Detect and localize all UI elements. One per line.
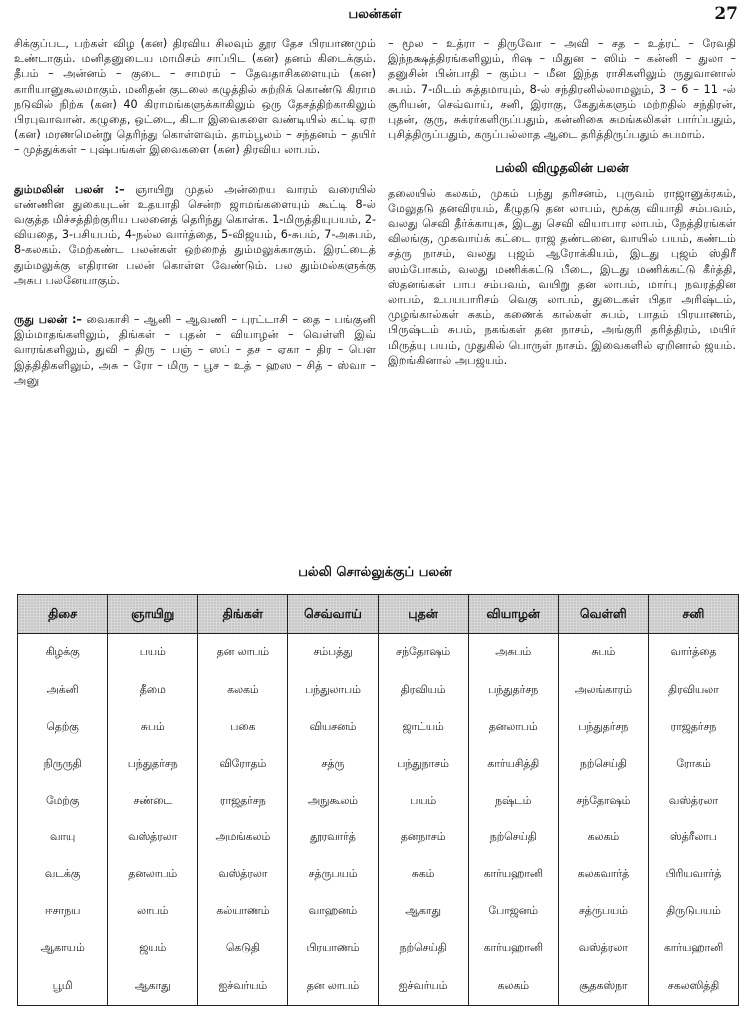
table-cell: அநுகூலம் <box>288 783 378 820</box>
table-cell: ஜாட்யம் <box>378 709 468 746</box>
table-cell: வார்த்தை <box>648 634 738 672</box>
table-row <box>18 672 739 709</box>
table-cell: பந்துநாசம் <box>378 746 468 783</box>
table-cell: சத்ருபயம் <box>288 856 378 893</box>
table-cell: ஜயம் <box>108 930 198 967</box>
table-row <box>18 746 739 783</box>
table-cell: வஸ்த்ரலா <box>108 819 198 856</box>
table-cell: தனலாபம் <box>108 856 198 893</box>
table-header-cell: திசை <box>18 595 108 634</box>
table-cell: ராஜதர்சந <box>648 709 738 746</box>
table-cell: பகை <box>198 709 288 746</box>
table-cell: தனநாசம் <box>378 819 468 856</box>
table-cell: வஸ்த்ரலா <box>648 783 738 820</box>
table-cell: திருடுபயம் <box>648 893 738 930</box>
page-header <box>0 3 750 29</box>
table-cell: கலகம் <box>558 819 648 856</box>
table-cell: பந்துதர்சந <box>558 709 648 746</box>
table-cell: கெடுதி <box>198 930 288 967</box>
table-cell: தன லாபம் <box>288 967 378 1005</box>
table-cell: பூமி <box>18 967 108 1005</box>
table-cell: நற்செய்தி <box>468 819 558 856</box>
table-row <box>18 856 739 893</box>
table-cell: சூதகஸ்நா <box>558 967 648 1005</box>
sneeze-text: ஞாயிறு முதல் அன்றைய வாரம் வரையில் எண்ணின துகையுடன் உதயாதி சென்ற ஜாமங்களையும் கூட்டி 8-ல் வகுத்த மிச்சத்திற்குரிய பலனைத் தெரிந்து கொள்க. 1-மிருத்தியுபயம், 2-வியதை, 3-பசியபம், 4-நல்ல வார்த்தை, 5-விஜயம், 6-சுபம், 7-அசுபம், 8-கலகம். மேற்கண்ட பலன்கள் ஒற்றைத் தும்மலுக்காகும். இரட்டைத் தும்மலுக்கு எதிரான பலன் கொள்ள வேண்டும். பல தும்மல்களுக்கு அசுப பலனேயாகும். <box>14 182 376 287</box>
table-cell: நற்செய்தி <box>378 930 468 967</box>
table-cell: வாஹனம் <box>288 893 378 930</box>
table-row <box>18 967 739 1005</box>
table-cell: நிருருதி <box>18 746 108 783</box>
table-header-cell: வியாழன் <box>468 595 558 634</box>
table-cell: சந்தோஷம் <box>378 634 468 672</box>
puberty-heading: ருது பலன் :– <box>14 313 83 327</box>
table-cell: கலகவார்த் <box>558 856 648 893</box>
table-cell: கார்யஹானி <box>468 856 558 893</box>
right-column <box>388 36 736 368</box>
table-cell: தெற்கு <box>18 709 108 746</box>
table-cell: பந்துலாபம் <box>288 672 378 709</box>
table-row <box>18 819 739 856</box>
table-header-cell: திங்கள் <box>198 595 288 634</box>
table-cell: சந்தோஷம் <box>558 783 648 820</box>
table-cell: ரோகம் <box>648 746 738 783</box>
table-cell: சுபம் <box>558 634 648 672</box>
table-cell: பயம் <box>378 783 468 820</box>
table-cell: சண்டை <box>108 783 198 820</box>
table-title: பல்லி சொல்லுக்குப் பலன் <box>298 565 452 580</box>
table-cell: கலகம் <box>198 672 288 709</box>
table-row <box>18 634 739 672</box>
page-number: 27 <box>714 4 738 24</box>
table-row <box>18 709 739 746</box>
table-cell: அக்னி <box>18 672 108 709</box>
table-cell: கலகம் <box>468 967 558 1005</box>
table-cell: போஜனம் <box>468 893 558 930</box>
right-paragraph-1: – மூல – உத்ரா – திருவோ – அவி – சத – உத்ரட் – ரேவதி இந்நக்ஷத்திரங்களிலும், ரிஷ – மிதுன – ஸிம் – கன்னி – துலா – தனுசின் பின்பாதி – கும்ப – மீன இந்த ராசிகளிலும் ருதுவானால் சுபம். 7-மிடம் சுத்தமாயும், 8-ல் சந்திரனில்லாமலும், 3 – 6 – 11 -ல் சூரியன், செவ்வாய், சனி, இராகு, கேதுக்களும் மற்றதில் சந்திரன், புதன், குரு, சுக்ரர்களிருப்பதும், கன்னிகை சுமங்கலிகள் பார்ப்பதும், புசித்திருப்பதும், கருப்பல்லாத ஆடை தரித்திருப்பதும் சுபமாம். <box>388 37 736 142</box>
table-cell: நஷ்டம் <box>468 783 558 820</box>
table-cell: சம்பத்து <box>288 634 378 672</box>
table-cell: தூரவார்த் <box>288 819 378 856</box>
table-cell: அமங்கலம் <box>198 819 288 856</box>
table-cell: வஸ்த்ரலா <box>558 930 648 967</box>
table-cell: தனலாபம் <box>468 709 558 746</box>
table-header-cell: புதன் <box>378 595 468 634</box>
table-cell: ஐச்வர்யம் <box>378 967 468 1005</box>
table-cell: பந்துதர்சந <box>468 672 558 709</box>
table-cell: வியசனம் <box>288 709 378 746</box>
table-cell: சகலஸித்தி <box>648 967 738 1005</box>
table-cell: கிழக்கு <box>18 634 108 672</box>
running-title: பலன்கள் <box>348 7 402 22</box>
table-cell: கார்யஹானி <box>648 930 738 967</box>
table-cell: பயம் <box>108 634 198 672</box>
table-cell: ஆகாது <box>378 893 468 930</box>
table-cell: கார்யசித்தி <box>468 746 558 783</box>
table-header-row <box>18 595 739 634</box>
table-cell: பந்துதர்சந <box>108 746 198 783</box>
lizard-fall-heading: பல்லி விழுதலின் பலன் <box>495 160 629 176</box>
puberty-text: வைகாசி – ஆனி – ஆவணி – புரட்டாசி – தை – பங்குனி இம்மாதங்களிலும், திங்கள் – புதன் – வியாழன் – வெள்ளி இவ் வாரங்களிலும், துவி – திரு – பஞ் – ஸப் – தச – ஏகா – திர – பௌ இத்திதிகளிலும், அசு – ரோ – மிரு – பூச – உத் – ஹஸ – சித் – ஸ்வா – அனு <box>14 313 376 387</box>
sneeze-heading: தும்மலின் பலன் :– <box>14 182 125 196</box>
table-cell: சத்ரு <box>288 746 378 783</box>
sneeze-paragraph <box>14 182 376 288</box>
table-cell: பிரியவார்த் <box>648 856 738 893</box>
lizard-fall-text: தலையில் கலகம், முகம் பந்து தரிசனம், புருவம் ராஜானுக்ரகம், மேலுதடு தனவிரயம், கீழுதடு தன லாபம், மூக்கு வியாதி சம்பவம், வலது செவி தீர்க்காயுசு, இடது செவி வியாபார லாபம், நேத்திரங்கள் விலங்கு, முகவாய்க் கட்டை ராஜ தண்டனை, வாயில் பயம், கண்டம் சத்ரு நாசம், வலது புஜம் ஆரோக்கியம், இடது புஜம் ஸ்திரீ ஸம்போகம், வலது மணிக்கட்டு பீடை, இடது மணிக்கட்டு கீர்த்தி, ஸ்தனங்கள் பாப சம்பவம், வயிறு தன லாபம், மார்பு நவரத்தின லாபம், உபயபாரிசம் வெகு லாபம், துடைகள் பிதா அரிஷ்டம், முழங்கால்கள் சுகம், கணைக் கால்கள் சுபம், பாதம் பிரயாணம், பிருஷ்டம் சுபம், நகங்கள் தன நாசம், அங்குரி தரித்திரம், மயிர் மிருத்யு பயம், முதுகில் பொருள் நாசம். இவைகளில் ஏறினால் ஜயம். இறங்கினால் அபஜயம். <box>388 186 736 367</box>
table-cell: சுகம் <box>378 856 468 893</box>
table-cell: மேற்கு <box>18 783 108 820</box>
table-cell: சத்ருபயம் <box>558 893 648 930</box>
table-cell: திரவியலா <box>648 672 738 709</box>
table-header-cell: சனி <box>648 595 738 634</box>
table-row <box>18 893 739 930</box>
left-paragraph-1: சிக்குப்பட, பற்கள் விழ (கன) திரவிய சிலவும் தூர தேச பிரயாணமும் உண்டாகும். மனிதனுடைய மாமிசம் சாப்பிட (கன) தனம் கிடைக்கும். தீபம் – அன்னம் – குடை – சாமரம் – தேவதாசிகளையும் (கன) காரியானுகூலமாகும். மனிதன் குடலை கழுத்தில் சுற்றிக் கொண்டு கிராம நடுவில் நிற்க (கன) 40 கிராமங்களுக்காகிலும் ஒரு தேசத்திற்காகிலும் பிரபுவாவான். கழுதை, ஒட்டை, கிடா இவைகளை வண்டியில் கட்டி ஏற (கன) மரணமென்று தெரிந்து கொள்ளவும். தாம்பூலம் – சந்தனம் – தயிர் – முத்துக்கள் – புஷ்பங்கள் இவைகளை (கன) திரவிய லாபம். <box>14 37 376 157</box>
table-cell: தன லாபம் <box>198 634 288 672</box>
table-header-cell: ஞாயிறு <box>108 595 198 634</box>
table-cell: ராஜதர்சந <box>198 783 288 820</box>
table-cell: ஆகாயம் <box>18 930 108 967</box>
table-cell: கல்யாணம் <box>198 893 288 930</box>
table-cell: சுபம் <box>108 709 198 746</box>
left-column <box>14 36 376 388</box>
table-cell: ஈசாநய <box>18 893 108 930</box>
table-cell: ஆகாது <box>108 967 198 1005</box>
table-cell: வஸ்த்ரலா <box>198 856 288 893</box>
table-cell: ஐச்வர்யம் <box>198 967 288 1005</box>
table-header-cell: செவ்வாய் <box>288 595 378 634</box>
table-cell: வடக்கு <box>18 856 108 893</box>
table-cell: விரோதம் <box>198 746 288 783</box>
table-cell: நற்செய்தி <box>558 746 648 783</box>
table-cell: ஸ்த்ரீலாப <box>648 819 738 856</box>
table-cell: அசுபம் <box>468 634 558 672</box>
table-cell: வாயு <box>18 819 108 856</box>
puberty-paragraph <box>14 312 376 388</box>
table-cell: திரவியம் <box>378 672 468 709</box>
table-cell: பிரயாணம் <box>288 930 378 967</box>
table-row <box>18 930 739 967</box>
lizard-sound-table <box>17 594 739 1006</box>
table-cell: லாபம் <box>108 893 198 930</box>
table-cell: அலங்காரம் <box>558 672 648 709</box>
table-row <box>18 783 739 820</box>
table-header-cell: வெள்ளி <box>558 595 648 634</box>
table-body <box>18 634 739 1006</box>
table-cell: கார்யஹானி <box>468 930 558 967</box>
table-cell: தீமை <box>108 672 198 709</box>
